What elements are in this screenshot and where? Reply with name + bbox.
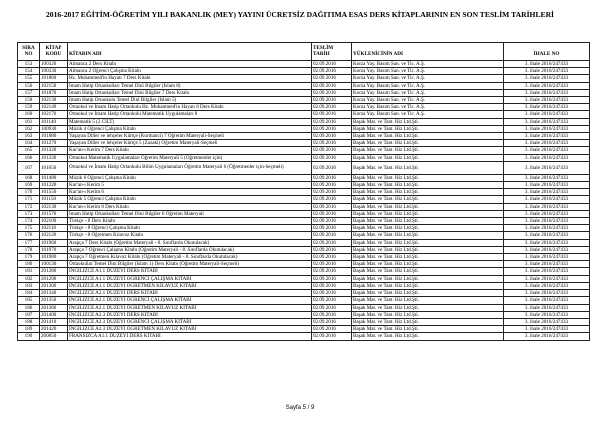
cell-kitap-kodu: 101980 xyxy=(40,254,68,261)
cell-sira-no: 183 xyxy=(18,282,40,289)
page-title: 2016-2017 EĞİTİM-ÖĞRETİM YILI BAKANLIK (MEY) YAYINI ÜCRETSİZ DAĞITIMA ESAS DERS KİTAPLARININ EN SON TESLİM TARİHLERİ xyxy=(45,10,555,19)
table-header-row xyxy=(18,43,590,61)
cell-ihale-no: 3. ihale 2016/247433 xyxy=(504,89,590,96)
cell-teslim-tarih: 02.09.2016 xyxy=(312,125,352,132)
cell-kitap-kodu: 101860 xyxy=(40,75,68,82)
table-row xyxy=(18,75,590,82)
table-row xyxy=(18,104,590,111)
cell-ihale-no: 3. ihale 2016/247433 xyxy=(504,161,590,174)
table-row xyxy=(18,333,590,340)
cell-kitap-kodu: 102130 xyxy=(40,97,68,104)
cell-kitap-kodu: 100320 xyxy=(40,61,68,68)
cell-yuklenici: Başak Mat. ve Tant. Hiz Ltd.Şti. xyxy=(352,326,504,333)
cell-teslim-tarih: 02.09.2016 xyxy=(312,275,352,282)
cell-kitap-kodu: 201290 xyxy=(40,275,68,282)
cell-kitabin-adi: Matematik 5 (2 CİLT) xyxy=(68,118,312,125)
table-row xyxy=(18,318,590,325)
cell-ihale-no: 3. ihale 2016/247433 xyxy=(504,218,590,225)
cell-yuklenici: Başak Mat. ve Tant. Hiz Ltd.Şti. xyxy=(352,133,504,140)
cell-kitap-kodu: 201400 xyxy=(40,311,68,318)
cell-kitabin-adi: Ortaokullar Temel Dini Bilgiler (İslam 1) Ders Kitabı (Öğretim Materyali-Seçmeli) xyxy=(68,261,312,268)
page-number: Sayfa 5 / 9 xyxy=(285,405,315,411)
col-header-yuklenici: YÜKLENİCİNİN ADI xyxy=(352,43,504,61)
cell-ihale-no: 3. ihale 2016/247433 xyxy=(504,311,590,318)
cell-ihale-no: 3. ihale 2016/247433 xyxy=(504,97,590,104)
cell-teslim-tarih: 02.09.2016 xyxy=(312,189,352,196)
cell-teslim-tarih: 02.09.2016 xyxy=(312,75,352,82)
cell-kitabin-adi: FRANSIZCA A1.1 DÜZEYİ DERS KİTABI xyxy=(68,333,312,340)
cell-ihale-no: 3. ihale 2016/247433 xyxy=(504,61,590,68)
cell-yuklenici: Korza Yay. Basım San. ve Tic. A.Ş. xyxy=(352,89,504,96)
cell-kitabin-adi: Müzik 5 Öğrenci Çalışma Kitabı xyxy=(68,196,312,203)
cell-sira-no: 165 xyxy=(18,147,40,154)
table-row xyxy=(18,297,590,304)
cell-kitabin-adi: Yaşayan Diller ve lehçeler Kürtçe 5 (Zazaki) Öğretim Materyali-Seçmeli xyxy=(68,140,312,147)
cell-kitap-kodu: 100930 xyxy=(40,125,68,132)
cell-ihale-no: 3. ihale 2016/247433 xyxy=(504,111,590,118)
cell-teslim-tarih: 02.09.2016 xyxy=(312,246,352,253)
table-row xyxy=(18,282,590,289)
cell-sira-no: 189 xyxy=(18,326,40,333)
cell-kitap-kodu: 102130 xyxy=(40,203,68,210)
cell-ihale-no: 3. ihale 2016/247433 xyxy=(504,304,590,311)
cell-kitabin-adi: İNGİLİZCE A1.1 DÜZEYİ ÖĞRETMEN KILAVUZ KİTABI xyxy=(68,282,312,289)
cell-ihale-no: 3. ihale 2016/247433 xyxy=(504,68,590,75)
cell-yuklenici: Başak Mat. ve Tant. Hiz Ltd.Şti. xyxy=(352,304,504,311)
cell-kitap-kodu: 101650 xyxy=(40,161,68,174)
cell-sira-no: 155 xyxy=(18,75,40,82)
cell-yuklenici: Korza Yay. Basım San. ve Tic. A.Ş. xyxy=(352,75,504,82)
cell-ihale-no: 3. ihale 2016/247433 xyxy=(504,297,590,304)
cell-sira-no: 176 xyxy=(18,232,40,239)
cell-kitap-kodu: 201420 xyxy=(40,326,68,333)
cell-yuklenici: Başak Mat. ve Tant. Hiz Ltd.Şti. xyxy=(352,210,504,217)
cell-kitabin-adi: İNGİLİZCE A2.1 DÜZEYİ DERS KİTABI xyxy=(68,290,312,297)
cell-teslim-tarih: 02.09.2016 xyxy=(312,174,352,181)
cell-sira-no: 159 xyxy=(18,104,40,111)
cell-kitap-kodu: 201360 xyxy=(40,304,68,311)
table-row xyxy=(18,311,590,318)
cell-ihale-no: 3. ihale 2016/247433 xyxy=(504,154,590,161)
cell-yuklenici: Başak Mat. ve Tant. Hiz Ltd.Şti. xyxy=(352,118,504,125)
cell-kitap-kodu: 100130 xyxy=(40,261,68,268)
cell-yuklenici: Başak Mat. ve Tant. Hiz Ltd.Şti. xyxy=(352,246,504,253)
cell-teslim-tarih: 02.09.2016 xyxy=(312,218,352,225)
cell-teslim-tarih: 02.09.2016 xyxy=(312,225,352,232)
cell-kitabin-adi: Kur'an-ı Kerim 5 xyxy=(68,182,312,189)
table-row xyxy=(18,232,590,239)
cell-ihale-no: 3. ihale 2016/247433 xyxy=(504,246,590,253)
col-header-teslim-tarih: TESLİM TARİH xyxy=(312,43,352,61)
cell-ihale-no: 3. ihale 2016/247433 xyxy=(504,210,590,217)
cell-kitabin-adi: Ortaokul ve İmam Hatip Ortaokulu Hz. Muhammed'in Hayatı 8 Ders Kitabı xyxy=(68,104,312,111)
table-row xyxy=(18,275,590,282)
col-header-kitabin-adi: KİTABIN ADI xyxy=(68,43,312,61)
cell-yuklenici: Başak Mat. ve Tant. Hiz Ltd.Şti. xyxy=(352,261,504,268)
cell-kitap-kodu: 102140 xyxy=(40,104,68,111)
cell-kitabin-adi: İNGİLİZCE A1.1 DÜZEYİ DERS KİTABI xyxy=(68,268,312,275)
cell-kitabin-adi: Türkçe - 8 Öğrenci Çalışma Kitabı xyxy=(68,225,312,232)
cell-yuklenici: Başak Mat. ve Tant. Hiz Ltd.Şti. xyxy=(352,140,504,147)
cell-yuklenici: Başak Mat. ve Tant. Hiz Ltd.Şti. xyxy=(352,225,504,232)
cell-kitap-kodu: 201340 xyxy=(40,290,68,297)
table-body xyxy=(18,61,590,341)
cell-sira-no: 154 xyxy=(18,68,40,75)
col-header-kitap-kodu: KİTAP KODU xyxy=(40,43,68,61)
cell-kitabin-adi: Arapça 7 Öğretmen Kılavuz Kitabı (Öğretim Materyali - 8. Sınıflarda Okutulacak) xyxy=(68,254,312,261)
cell-kitabin-adi: Türkçe - 8 Ders Kitabı xyxy=(68,218,312,225)
cell-kitap-kodu: 101330 xyxy=(40,154,68,161)
table-row xyxy=(18,225,590,232)
cell-ihale-no: 3. ihale 2016/247433 xyxy=(504,318,590,325)
cell-teslim-tarih: 02.09.2016 xyxy=(312,82,352,89)
cell-kitabin-adi: Ortaokul ve İmam Hatip Ortaokulu Matematik Uygulamaları 8 xyxy=(68,111,312,118)
cell-kitap-kodu: 200850 xyxy=(40,333,68,340)
cell-yuklenici: Başak Mat. ve Tant. Hiz Ltd.Şti. xyxy=(352,318,504,325)
cell-sira-no: 175 xyxy=(18,225,40,232)
table-row xyxy=(18,239,590,246)
cell-yuklenici: Korza Yay. Basım San. ve Tic. A.Ş. xyxy=(352,82,504,89)
cell-kitabin-adi: İNGİLİZCE A2.3 DÜZEYİ ÖĞRENCİ ÇALIŞMA KİTABI xyxy=(68,318,312,325)
cell-kitap-kodu: 101870 xyxy=(40,89,68,96)
cell-ihale-no: 3. ihale 2016/247433 xyxy=(504,232,590,239)
cell-yuklenici: Başak Mat. ve Tant. Hiz Ltd.Şti. xyxy=(352,254,504,261)
cell-sira-no: 172 xyxy=(18,203,40,210)
cell-ihale-no: 3. ihale 2016/247433 xyxy=(504,118,590,125)
cell-sira-no: 171 xyxy=(18,196,40,203)
cell-kitap-kodu: 201300 xyxy=(40,282,68,289)
table-row xyxy=(18,118,590,125)
cell-teslim-tarih: 02.09.2016 xyxy=(312,297,352,304)
cell-teslim-tarih: 02.09.2016 xyxy=(312,68,352,75)
cell-yuklenici: Başak Mat. ve Tant. Hiz Ltd.Şti. xyxy=(352,239,504,246)
table-row xyxy=(18,147,590,154)
cell-ihale-no: 3. ihale 2016/247433 xyxy=(504,225,590,232)
cell-yuklenici: Başak Mat. ve Tant. Hiz Ltd.Şti. xyxy=(352,282,504,289)
cell-ihale-no: 3. ihale 2016/247433 xyxy=(504,133,590,140)
cell-yuklenici: Başak Mat. ve Tant. Hiz Ltd.Şti. xyxy=(352,125,504,132)
cell-teslim-tarih: 02.09.2016 xyxy=(312,268,352,275)
cell-sira-no: 169 xyxy=(18,182,40,189)
table-row xyxy=(18,125,590,132)
cell-sira-no: 158 xyxy=(18,97,40,104)
table-row xyxy=(18,254,590,261)
cell-teslim-tarih: 02.09.2016 xyxy=(312,182,352,189)
table-row xyxy=(18,89,590,96)
cell-ihale-no: 3. ihale 2016/247433 xyxy=(504,254,590,261)
cell-kitabin-adi: Kur'an-ı Kerim 6 xyxy=(68,189,312,196)
cell-sira-no: 160 xyxy=(18,111,40,118)
table-row xyxy=(18,182,590,189)
cell-teslim-tarih: 02.09.2016 xyxy=(312,89,352,96)
cell-yuklenici: Başak Mat. ve Tant. Hiz Ltd.Şti. xyxy=(352,147,504,154)
cell-sira-no: 157 xyxy=(18,89,40,96)
cell-ihale-no: 3. ihale 2016/247433 xyxy=(504,290,590,297)
cell-kitabin-adi: İmam Hatip Ortaokulları Temel Dinî Bilgiler (İslam 8) xyxy=(68,82,312,89)
table-row xyxy=(18,133,590,140)
cell-yuklenici: Başak Mat. ve Tant. Hiz Ltd.Şti. xyxy=(352,311,504,318)
cell-teslim-tarih: 02.09.2016 xyxy=(312,161,352,174)
table-row xyxy=(18,203,590,210)
cell-ihale-no: 3. ihale 2016/247433 xyxy=(504,147,590,154)
cell-teslim-tarih: 02.09.2016 xyxy=(312,261,352,268)
cell-sira-no: 153 xyxy=(18,61,40,68)
cell-yuklenici: Başak Mat. ve Tant. Hiz Ltd.Şti. xyxy=(352,333,504,340)
cell-kitap-kodu: 101140 xyxy=(40,118,68,125)
cell-sira-no: 164 xyxy=(18,140,40,147)
cell-kitabin-adi: Ortaokul Matematik Uygulamaları Öğretim Materyali 5 (Öğretmenler için) xyxy=(68,154,312,161)
cell-ihale-no: 3. ihale 2016/247433 xyxy=(504,125,590,132)
cell-yuklenici: Başak Mat. ve Tant. Hiz Ltd.Şti. xyxy=(352,268,504,275)
cell-sira-no: 156 xyxy=(18,82,40,89)
cell-sira-no: 161 xyxy=(18,118,40,125)
cell-kitabin-adi: Müzik 6 Öğrenci Çalışma Kitabı xyxy=(68,174,312,181)
table-row xyxy=(18,174,590,181)
cell-sira-no: 162 xyxy=(18,125,40,132)
cell-teslim-tarih: 02.09.2016 xyxy=(312,232,352,239)
cell-kitap-kodu: 101960 xyxy=(40,239,68,246)
cell-kitap-kodu: 101480 xyxy=(40,174,68,181)
table-row xyxy=(18,161,590,174)
cell-ihale-no: 3. ihale 2016/247433 xyxy=(504,140,590,147)
cell-kitabin-adi: Hz. Muhammed'in Hayatı 7 Ders Kitabı xyxy=(68,75,312,82)
table-row xyxy=(18,61,590,68)
cell-yuklenici: Korza Yay. Basım San. ve Tic. A.Ş. xyxy=(352,111,504,118)
cell-teslim-tarih: 02.09.2016 xyxy=(312,203,352,210)
table-row xyxy=(18,268,590,275)
cell-yuklenici: Korza Yay. Basım San. ve Tic. A.Ş. xyxy=(352,68,504,75)
cell-sira-no: 163 xyxy=(18,133,40,140)
table-row xyxy=(18,68,590,75)
cell-sira-no: 170 xyxy=(18,189,40,196)
cell-kitabin-adi: İmam Hatip Ortaokulları Temel Dini Bilgiler 6 Öğretim Materyali xyxy=(68,210,312,217)
cell-sira-no: 167 xyxy=(18,161,40,174)
cell-kitap-kodu: 102170 xyxy=(40,111,68,118)
cell-teslim-tarih: 02.09.2016 xyxy=(312,333,352,340)
cell-yuklenici: Başak Mat. ve Tant. Hiz Ltd.Şti. xyxy=(352,275,504,282)
cell-teslim-tarih: 02.09.2016 xyxy=(312,154,352,161)
table-row xyxy=(18,246,590,253)
cell-ihale-no: 3. ihale 2016/247433 xyxy=(504,268,590,275)
table-row xyxy=(18,290,590,297)
table-row xyxy=(18,97,590,104)
cell-yuklenici: Başak Mat. ve Tant. Hiz Ltd.Şti. xyxy=(352,154,504,161)
cell-kitap-kodu: 101880 xyxy=(40,133,68,140)
cell-sira-no: 187 xyxy=(18,311,40,318)
cell-teslim-tarih: 02.09.2016 xyxy=(312,290,352,297)
cell-yuklenici: Korza Yay. Basım San. ve Tic. A.Ş. xyxy=(352,61,504,68)
cell-ihale-no: 3. ihale 2016/247433 xyxy=(504,261,590,268)
cell-ihale-no: 3. ihale 2016/247433 xyxy=(504,275,590,282)
cell-kitap-kodu: 101320 xyxy=(40,147,68,154)
cell-sira-no: 173 xyxy=(18,210,40,217)
cell-kitabin-adi: Kur'an-ı Kerim 7 Ders Kitabı xyxy=(68,147,312,154)
cell-teslim-tarih: 02.09.2016 xyxy=(312,318,352,325)
cell-kitabin-adi: Ortaokul ve İmam Hatip Ortaokulu Bilim Uygulamaları Öğretim Materyali 6 (Öğretmenler için-Seçmeli) xyxy=(68,161,312,174)
cell-yuklenici: Başak Mat. ve Tant. Hiz Ltd.Şti. xyxy=(352,161,504,174)
table-row xyxy=(18,196,590,203)
table-row xyxy=(18,111,590,118)
cell-teslim-tarih: 02.09.2016 xyxy=(312,210,352,217)
cell-kitabin-adi: Almanca 2 Ders Kitabı xyxy=(68,61,312,68)
delivery-dates-table xyxy=(17,42,590,341)
cell-sira-no: 174 xyxy=(18,218,40,225)
cell-kitabin-adi: Arapça 7 Öğrenci Çalışma Kitabı (Öğretim Materyali - 8. Sınıflarda Okutulacak) xyxy=(68,246,312,253)
cell-kitabin-adi: Müzik 4 Öğrenci Çalışma Kitabı xyxy=(68,125,312,132)
cell-kitap-kodu: 101970 xyxy=(40,246,68,253)
cell-yuklenici: Başak Mat. ve Tant. Hiz Ltd.Şti. xyxy=(352,182,504,189)
cell-ihale-no: 3. ihale 2016/247433 xyxy=(504,333,590,340)
cell-sira-no: 179 xyxy=(18,254,40,261)
cell-ihale-no: 3. ihale 2016/247433 xyxy=(504,182,590,189)
table-row xyxy=(18,304,590,311)
cell-teslim-tarih: 02.09.2016 xyxy=(312,118,352,125)
cell-kitap-kodu: 102100 xyxy=(40,218,68,225)
table-row xyxy=(18,154,590,161)
table-row xyxy=(18,210,590,217)
table-row xyxy=(18,140,590,147)
cell-teslim-tarih: 02.09.2016 xyxy=(312,111,352,118)
cell-kitabin-adi: İNGİLİZCE A2.1 DÜZEYİ ÖĞRENCİ ÇALIŞMA KİTABI xyxy=(68,297,312,304)
cell-yuklenici: Başak Mat. ve Tant. Hiz Ltd.Şti. xyxy=(352,290,504,297)
cell-kitap-kodu: 102150 xyxy=(40,82,68,89)
table-row xyxy=(18,326,590,333)
cell-ihale-no: 3. ihale 2016/247433 xyxy=(504,282,590,289)
cell-kitabin-adi: Kur'an-ı Kerim 8 Ders Kitabı xyxy=(68,203,312,210)
cell-teslim-tarih: 02.09.2016 xyxy=(312,147,352,154)
cell-sira-no: 186 xyxy=(18,304,40,311)
cell-teslim-tarih: 02.09.2016 xyxy=(312,133,352,140)
cell-sira-no: 184 xyxy=(18,290,40,297)
cell-kitabin-adi: Arapça 7 Ders Kitabı (Öğretim Materyali - 8. Sınıflarda Okutulacak) xyxy=(68,239,312,246)
cell-kitabin-adi: İmam Hatip Ortaokulu Temel Dinî Bilgiler (İslam 5) xyxy=(68,97,312,104)
cell-kitap-kodu: 101220 xyxy=(40,182,68,189)
cell-teslim-tarih: 02.09.2016 xyxy=(312,97,352,104)
cell-teslim-tarih: 02.09.2016 xyxy=(312,239,352,246)
cell-teslim-tarih: 02.09.2016 xyxy=(312,326,352,333)
cell-kitabin-adi: İNGİLİZCE A2.1 DÜZEYİ ÖĞRETMEN KILAVUZ KİTABI xyxy=(68,304,312,311)
cell-kitap-kodu: 101570 xyxy=(40,210,68,217)
cell-teslim-tarih: 02.09.2016 xyxy=(312,304,352,311)
cell-kitabin-adi: Almanca 2 Öğrenci Çalışma Kitabı xyxy=(68,68,312,75)
cell-sira-no: 185 xyxy=(18,297,40,304)
cell-yuklenici: Başak Mat. ve Tant. Hiz Ltd.Şti. xyxy=(352,174,504,181)
cell-kitap-kodu: 101550 xyxy=(40,189,68,196)
cell-ihale-no: 3. ihale 2016/247433 xyxy=(504,75,590,82)
cell-ihale-no: 3. ihale 2016/247433 xyxy=(504,203,590,210)
cell-sira-no: 166 xyxy=(18,154,40,161)
cell-sira-no: 168 xyxy=(18,174,40,181)
cell-ihale-no: 3. ihale 2016/247433 xyxy=(504,82,590,89)
cell-kitabin-adi: İNGİLİZCE A2.3 DÜZEYİ ÖĞRETMEN KILAVUZ KİTABI xyxy=(68,326,312,333)
cell-sira-no: 178 xyxy=(18,246,40,253)
cell-kitabin-adi: İNGİLİZCE A2.3 DÜZEYİ DERS KİTABI xyxy=(68,311,312,318)
cell-yuklenici: Başak Mat. ve Tant. Hiz Ltd.Şti. xyxy=(352,203,504,210)
cell-sira-no: 182 xyxy=(18,275,40,282)
cell-yuklenici: Başak Mat. ve Tant. Hiz Ltd.Şti. xyxy=(352,189,504,196)
cell-sira-no: 190 xyxy=(18,333,40,340)
cell-ihale-no: 3. ihale 2016/247433 xyxy=(504,326,590,333)
cell-yuklenici: Başak Mat. ve Tant. Hiz Ltd.Şti. xyxy=(352,232,504,239)
cell-ihale-no: 3. ihale 2016/247433 xyxy=(504,104,590,111)
cell-yuklenici: Başak Mat. ve Tant. Hiz Ltd.Şti. xyxy=(352,196,504,203)
cell-sira-no: 188 xyxy=(18,318,40,325)
cell-kitabin-adi: İNGİLİZCE A1.1 DÜZEYİ ÖĞRENCİ ÇALIŞMA KİTABI xyxy=(68,275,312,282)
table-row xyxy=(18,261,590,268)
cell-ihale-no: 3. ihale 2016/247433 xyxy=(504,196,590,203)
cell-teslim-tarih: 02.09.2016 xyxy=(312,282,352,289)
cell-sira-no: 181 xyxy=(18,268,40,275)
cell-kitap-kodu: 201280 xyxy=(40,268,68,275)
cell-kitap-kodu: 201410 xyxy=(40,318,68,325)
cell-yuklenici: Başak Mat. ve Tant. Hiz Ltd.Şti. xyxy=(352,218,504,225)
cell-teslim-tarih: 02.09.2016 xyxy=(312,104,352,111)
cell-kitap-kodu: 100330 xyxy=(40,68,68,75)
cell-teslim-tarih: 02.09.2016 xyxy=(312,140,352,147)
table-row xyxy=(18,189,590,196)
cell-kitap-kodu: 201350 xyxy=(40,297,68,304)
cell-yuklenici: Korza Yay. Basım San. ve Tic. A.Ş. xyxy=(352,104,504,111)
cell-kitap-kodu: 102120 xyxy=(40,232,68,239)
cell-yuklenici: Korza Yay. Basım San. ve Tic. A.Ş. xyxy=(352,97,504,104)
cell-teslim-tarih: 02.09.2016 xyxy=(312,61,352,68)
cell-teslim-tarih: 02.09.2016 xyxy=(312,311,352,318)
cell-teslim-tarih: 02.09.2016 xyxy=(312,196,352,203)
col-header-sira-no: SIRA NO xyxy=(18,43,40,61)
cell-kitap-kodu: 102110 xyxy=(40,225,68,232)
cell-ihale-no: 3. ihale 2016/247433 xyxy=(504,174,590,181)
cell-kitap-kodu: 101270 xyxy=(40,140,68,147)
cell-kitabin-adi: Yaşayan Diller ve lehçeler Kürtçe (Kurmanci) 7 Öğretim Materyali-Seçmeli xyxy=(68,133,312,140)
cell-yuklenici: Başak Mat. ve Tant. Hiz Ltd.Şti. xyxy=(352,297,504,304)
col-header-ihale-no: İHALE NO xyxy=(504,43,590,61)
cell-kitabin-adi: Türkçe - 8 Öğretmen Kılavuz Kitabı xyxy=(68,232,312,239)
cell-ihale-no: 3. ihale 2016/247433 xyxy=(504,189,590,196)
cell-kitabin-adi: İmam Hatip Ortaokulları Temel Dini Bilgiler 7 Ders Kitabı xyxy=(68,89,312,96)
cell-teslim-tarih: 02.09.2016 xyxy=(312,254,352,261)
table-row xyxy=(18,82,590,89)
table-row xyxy=(18,218,590,225)
cell-sira-no: 177 xyxy=(18,239,40,246)
cell-kitap-kodu: 101150 xyxy=(40,196,68,203)
cell-ihale-no: 3. ihale 2016/247433 xyxy=(504,239,590,246)
cell-sira-no: 180 xyxy=(18,261,40,268)
